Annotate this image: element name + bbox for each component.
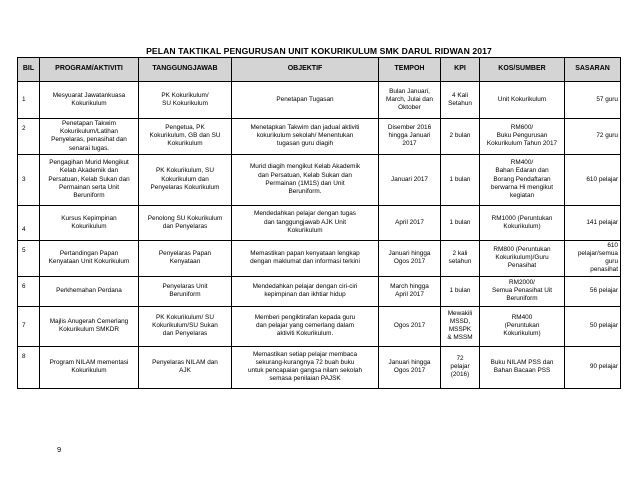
cell-tempoh bbox=[379, 306, 441, 346]
cell-line: Kokurikulum/Latihan bbox=[60, 128, 118, 136]
cell-line: Januari 2017 bbox=[391, 175, 428, 183]
cell-line: Kokurikulum)/Guru bbox=[495, 254, 549, 262]
cell-tempoh bbox=[379, 82, 441, 119]
table-row bbox=[18, 240, 621, 276]
cell-line: Mendedahkan pelajar dengan tugas bbox=[254, 210, 356, 218]
cell-line: kegiatan bbox=[509, 192, 535, 200]
cell-line: Penyelaras, penasihat dan bbox=[51, 136, 127, 144]
cell-program bbox=[40, 205, 139, 240]
cell-line: AJK bbox=[179, 367, 191, 374]
cell-kos bbox=[480, 154, 565, 205]
cell-line: Borang Pendaftaran bbox=[493, 175, 551, 183]
cell-line: April 2017 bbox=[395, 291, 424, 298]
cell-tanggungjawab bbox=[139, 306, 232, 346]
cell-line: Program NILAM mementasi bbox=[49, 358, 129, 366]
cell-line: Kelab Akademik dan bbox=[59, 167, 119, 175]
header-bil: BIL bbox=[18, 58, 40, 82]
cell-line: RM800 (Peruntukan bbox=[493, 245, 551, 253]
header-objektif: OBJEKTIF bbox=[232, 58, 379, 82]
cell-bil: 5 bbox=[18, 240, 40, 276]
cell-objektif bbox=[232, 82, 379, 119]
cell-line: 56 pelajar bbox=[589, 286, 618, 294]
cell-bil: 3 bbox=[18, 154, 40, 205]
cell-objektif bbox=[232, 205, 379, 240]
cell-tanggungjawab bbox=[139, 154, 232, 205]
cell-line: Kokurikulum bbox=[71, 367, 107, 374]
cell-line: Kokurikulum bbox=[167, 140, 203, 148]
cell-line: pelajar bbox=[450, 362, 470, 370]
cell-kos bbox=[480, 205, 565, 240]
cell-line: dan Penyelaras bbox=[162, 222, 208, 230]
cell-line: tugasan guru diagih bbox=[276, 140, 334, 148]
cell-kpi bbox=[441, 346, 480, 388]
cell-line: Unit Kokurikulum bbox=[497, 95, 547, 103]
cell-line: setahun bbox=[448, 258, 472, 266]
cell-line: Mewakili bbox=[447, 309, 473, 317]
cell-line: Penetapan Takwim bbox=[62, 120, 116, 127]
cell-line: Permainan (1M1S) dan Unit bbox=[265, 179, 345, 187]
cell-line: untuk pencapaian gangsa nilam sekolah bbox=[247, 367, 363, 374]
cell-line: Kenyataan bbox=[169, 258, 201, 266]
cell-line: Permainan serta Unit bbox=[58, 183, 120, 191]
cell-line: 72 bbox=[456, 354, 464, 362]
cell-line: RM400/ bbox=[510, 159, 534, 167]
cell-kpi bbox=[441, 240, 480, 276]
cell-line: dan pelajar yang cemerlang dalam bbox=[255, 321, 355, 329]
cell-line: Januari hingga bbox=[388, 358, 431, 366]
table-row bbox=[18, 119, 621, 155]
header-tempoh: TEMPOH bbox=[379, 58, 441, 82]
cell-kpi bbox=[441, 276, 480, 306]
cell-kos bbox=[480, 240, 565, 276]
cell-line: Kokurikulum dan bbox=[161, 175, 209, 183]
cell-line: Penyelaras Unit bbox=[162, 282, 208, 290]
cell-line: (2016) bbox=[450, 371, 470, 379]
cell-sasaran bbox=[565, 346, 621, 388]
cell-line: PK Kokurikulum/ bbox=[161, 91, 209, 99]
cell-line: RM400 bbox=[511, 313, 533, 321]
cell-line: 4 Kali bbox=[452, 91, 468, 99]
cell-line: Kenyataan Unit Kokurikulum bbox=[48, 258, 130, 266]
cell-line: Januari hingga bbox=[388, 249, 431, 257]
header-program: PROGRAM/AKTIVITI bbox=[40, 58, 139, 82]
header-row bbox=[18, 58, 621, 82]
cell-objektif bbox=[232, 346, 379, 388]
cell-line: RM2000/ bbox=[509, 278, 535, 286]
cell-line: March hingga bbox=[390, 282, 429, 290]
cell-kpi bbox=[441, 119, 480, 155]
cell-line: Kokurikulum) bbox=[503, 330, 541, 338]
cell-line: dan Penyelaras bbox=[162, 330, 208, 338]
cell-tanggungjawab bbox=[139, 276, 232, 306]
cell-line: Setahun bbox=[448, 100, 472, 107]
cell-line: Mesyuarat Jawatankuasa bbox=[52, 91, 126, 99]
cell-line: senarai tugas. bbox=[68, 144, 110, 152]
cell-line: 1 bulan bbox=[449, 286, 471, 294]
cell-line: Memberi pengiktirafan kepada guru bbox=[254, 313, 356, 321]
cell-line: Penetapan Tugasan bbox=[276, 95, 334, 103]
cell-line: 50 pelajar bbox=[589, 321, 618, 329]
cell-kos bbox=[480, 276, 565, 306]
cell-line: Kokurikulum SMKDR bbox=[58, 326, 119, 333]
cell-line: Penasihat bbox=[507, 262, 537, 270]
cell-tempoh bbox=[379, 154, 441, 205]
cell-line: 1 bulan bbox=[449, 218, 471, 226]
cell-kpi bbox=[441, 306, 480, 346]
cell-line: hingga Januari bbox=[388, 132, 431, 140]
cell-program bbox=[40, 240, 139, 276]
cell-line: 72 guru bbox=[596, 132, 618, 140]
header-tanggungjawab: TANGGUNGJAWAB bbox=[139, 58, 232, 82]
cell-sasaran bbox=[565, 205, 621, 240]
cell-line: Memastikan papan kenyataan lengkap bbox=[250, 249, 360, 257]
cell-line: Kokurikulum, GB dan SU bbox=[149, 132, 221, 140]
cell-line: MSSD, bbox=[449, 317, 471, 325]
cell-line: Kokurikulum bbox=[287, 226, 323, 234]
cell-line: kepimpinan dan ikhtiar hidup bbox=[264, 291, 346, 298]
cell-line: & MSSM bbox=[447, 334, 473, 342]
cell-program bbox=[40, 346, 139, 388]
cell-line: dan Persatuan, Kelab Sukan dan bbox=[258, 171, 352, 179]
header-kos: KOS/SUMBER bbox=[480, 58, 565, 82]
cell-line: Bahan Edaran dan bbox=[495, 167, 549, 175]
cell-tempoh bbox=[379, 346, 441, 388]
cell-line: dengan maklumat dan informasi terkini bbox=[250, 258, 360, 266]
cell-line: semasa penilaian PAJSK bbox=[269, 375, 341, 383]
cell-line: Kokurikulum bbox=[71, 100, 107, 107]
cell-line: Mendedahkan pelajar dengan ciri-ciri bbox=[252, 282, 358, 290]
cell-line: Ogos 2017 bbox=[393, 367, 426, 374]
cell-kpi bbox=[441, 154, 480, 205]
cell-line: 610 pelajar/semua guru bbox=[577, 241, 618, 266]
cell-kpi bbox=[441, 82, 480, 119]
cell-line: 610 pelajar bbox=[586, 175, 618, 183]
cell-bil: 1 bbox=[18, 82, 40, 119]
document-title: PELAN TAKTIKAL PENGURUSAN UNIT KOKURIKULUM SMK DARUL RIDWAN 2017 bbox=[146, 46, 492, 56]
cell-line: Pertandingan Papan bbox=[59, 249, 119, 257]
cell-sasaran bbox=[565, 240, 621, 276]
cell-kos bbox=[480, 306, 565, 346]
cell-line: sekurang-kurangnya 72 buah buku bbox=[255, 358, 355, 366]
cell-kos bbox=[480, 119, 565, 155]
cell-line: aktiviti Kokurikulum. bbox=[276, 330, 334, 338]
cell-line: Kokurikulum) bbox=[503, 222, 541, 230]
cell-kos bbox=[480, 82, 565, 119]
table-row bbox=[18, 276, 621, 306]
cell-line: Perkhemahan Perdana bbox=[56, 286, 122, 294]
table-body bbox=[18, 82, 621, 389]
cell-tanggungjawab bbox=[139, 240, 232, 276]
cell-line: SU Kokurikulum bbox=[162, 100, 208, 107]
cell-program bbox=[40, 276, 139, 306]
cell-sasaran bbox=[565, 119, 621, 155]
table-row bbox=[18, 154, 621, 205]
cell-sasaran bbox=[565, 154, 621, 205]
cell-line: Kokurikulum Tahun 2017 bbox=[486, 140, 558, 148]
cell-bil: 6 bbox=[18, 276, 40, 306]
cell-line: Bahan Bacaan PSS bbox=[493, 367, 551, 374]
cell-tanggungjawab bbox=[139, 119, 232, 155]
cell-line: Kokurikulum bbox=[71, 222, 107, 230]
cell-line: Menetapkan Takwim dan jadual aktiviti bbox=[250, 124, 360, 132]
cell-line: berwarna Hi mengikut bbox=[490, 183, 554, 191]
cell-line: Buku NILAM PSS dan bbox=[490, 358, 554, 366]
cell-program bbox=[40, 82, 139, 119]
cell-program bbox=[40, 154, 139, 205]
cell-line: dan tanggungjawab AJK Unit bbox=[263, 218, 347, 226]
cell-line: 1 bulan bbox=[449, 175, 471, 183]
cell-tempoh bbox=[379, 240, 441, 276]
cell-line: 90 pelajar bbox=[589, 362, 618, 370]
cell-line: Pengetua, PK bbox=[165, 124, 205, 132]
cell-line: 2 kali bbox=[452, 249, 468, 257]
cell-line: RM1000 (Peruntukan bbox=[491, 214, 553, 222]
cell-line: Penyelaras Papan bbox=[158, 249, 212, 257]
tactical-plan-table bbox=[17, 57, 621, 389]
cell-tempoh bbox=[379, 119, 441, 155]
cell-program bbox=[40, 119, 139, 155]
cell-line: Beruniform. bbox=[288, 187, 322, 195]
cell-line: Kursus Kepimpinan bbox=[61, 214, 117, 222]
cell-line: Ogos 2017 bbox=[393, 258, 426, 266]
cell-line: Buku Pengurusan bbox=[496, 132, 548, 140]
cell-sasaran bbox=[565, 276, 621, 306]
cell-line: (Peruntukan bbox=[504, 321, 540, 329]
cell-sasaran bbox=[565, 82, 621, 119]
cell-line: April 2017 bbox=[395, 218, 424, 226]
cell-line: penasihat bbox=[590, 266, 618, 274]
cell-tanggungjawab bbox=[139, 346, 232, 388]
table-row bbox=[18, 346, 621, 388]
cell-kpi bbox=[441, 205, 480, 240]
cell-line: Pengagihan Murid Mengikut bbox=[49, 159, 129, 167]
cell-bil: 8 bbox=[18, 346, 40, 388]
cell-bil: 2 bbox=[18, 119, 40, 155]
cell-line: Majlis Anugerah Cemerlang bbox=[49, 317, 129, 325]
cell-line: 141 pelajar bbox=[586, 218, 618, 226]
cell-line: Semua Penasihat Uit bbox=[491, 286, 553, 294]
cell-line: MSSPK bbox=[448, 326, 472, 333]
table-row bbox=[18, 205, 621, 240]
cell-line: 57 guru bbox=[596, 95, 618, 103]
cell-line: 2017 bbox=[402, 140, 417, 148]
cell-line: PK Kokurikulum, SU bbox=[156, 167, 214, 175]
cell-line: March, Julai dan bbox=[386, 95, 433, 103]
cell-tempoh bbox=[379, 205, 441, 240]
cell-line: 2 bulan bbox=[449, 132, 471, 140]
cell-tanggungjawab bbox=[139, 82, 232, 119]
cell-kos bbox=[480, 346, 565, 388]
table-row bbox=[18, 82, 621, 119]
header-sasaran: SASARAN bbox=[565, 58, 621, 82]
cell-line: Ogos 2017 bbox=[393, 321, 426, 329]
cell-objektif bbox=[232, 240, 379, 276]
cell-bil: 7 bbox=[18, 306, 40, 346]
cell-line: Beruniform bbox=[506, 295, 538, 303]
cell-line: Memastikan setiap pelajar membaca bbox=[252, 350, 358, 358]
cell-tanggungjawab bbox=[139, 205, 232, 240]
cell-line: Beruniform bbox=[169, 291, 201, 298]
cell-objektif bbox=[232, 154, 379, 205]
cell-tempoh bbox=[379, 276, 441, 306]
header-kpi: KPI bbox=[441, 58, 480, 82]
cell-bil: 4 bbox=[18, 205, 40, 240]
cell-line: kokurikulum sekolah/ Menentukan bbox=[256, 132, 354, 140]
cell-line: Kokurikulum/SU Sukan bbox=[152, 321, 218, 329]
cell-line: Oktober bbox=[398, 104, 421, 112]
cell-line: Penyelaras Kokurikulum bbox=[150, 183, 220, 191]
cell-line: Beruniform bbox=[73, 192, 105, 200]
cell-line: Persatuan, Kelab Sukan dan bbox=[48, 175, 130, 183]
cell-line: Disember 2016 bbox=[387, 124, 432, 132]
cell-line: Penyelaras NILAM dan bbox=[152, 358, 218, 366]
cell-line: Bulan Januari, bbox=[389, 87, 430, 95]
cell-line: PK Kokurikulum/ SU bbox=[156, 313, 214, 321]
cell-program bbox=[40, 306, 139, 346]
cell-objektif bbox=[232, 276, 379, 306]
cell-objektif bbox=[232, 306, 379, 346]
cell-line: RM600/ bbox=[510, 124, 534, 132]
page-number: 9 bbox=[57, 445, 62, 454]
cell-sasaran bbox=[565, 306, 621, 346]
cell-line: Murid diagih mengikut Kelab Akademik bbox=[249, 163, 361, 171]
table-row bbox=[18, 306, 621, 346]
cell-line: Penolong SU Kokurikulum bbox=[147, 214, 223, 222]
cell-objektif bbox=[232, 119, 379, 155]
